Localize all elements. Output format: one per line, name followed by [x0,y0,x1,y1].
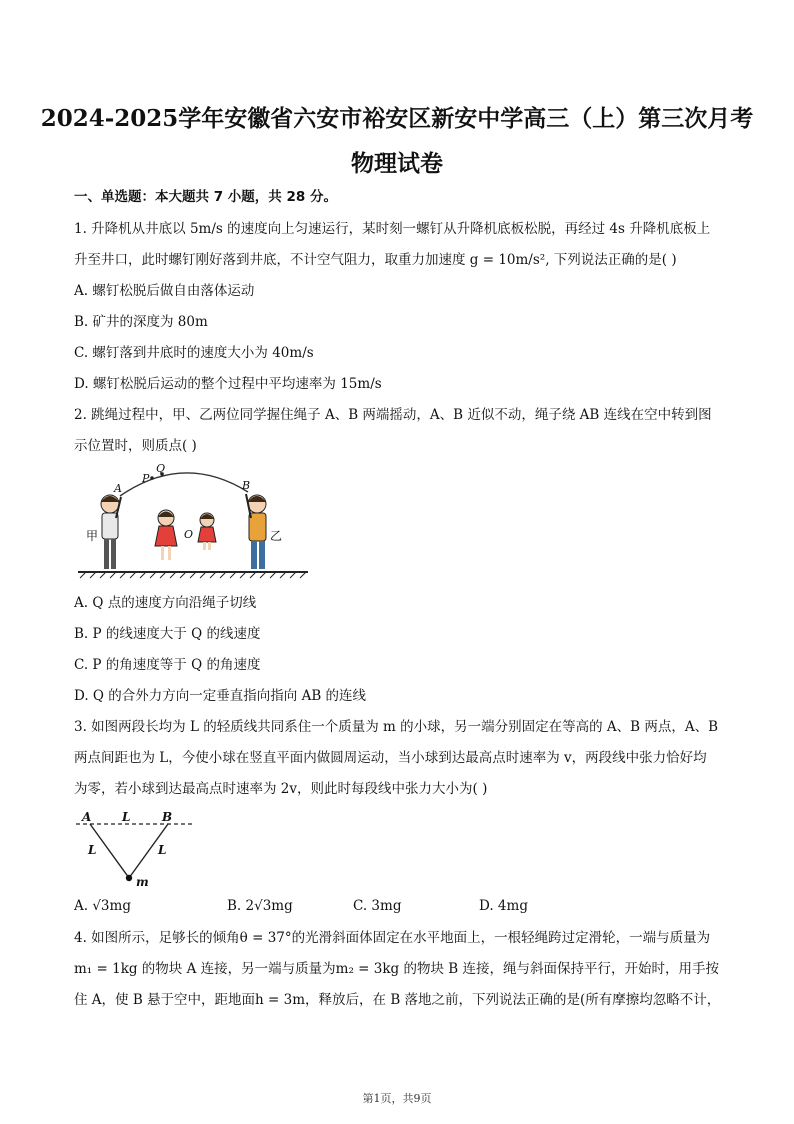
q3-option-b: B. 2√3mg [227,898,293,914]
q2-stem-line1: 2. 跳绳过程中，甲、乙两位同学握住绳子 A、B 两端摇动，A、B 近似不动，绳子绕 AB 连线在空中转到图 [74,407,712,423]
section-heading: 一、单选题：本大题共 7 小题，共 28 分。 [74,189,337,205]
q2-stem-line2: 示位置时，则质点( ) [74,438,197,454]
q1-option-d: D. 螺钉松脱后运动的整个过程中平均速率为 15m/s [74,376,382,392]
jump-rope-figure [74,462,314,584]
fig3-label-l-right: L [158,843,167,857]
fig2-label-b: B [242,479,251,492]
fig3-label-b: B [162,810,173,824]
q3-stem-line1: 3. 如图两段长均为 L 的轻质线共同系住一个质量为 m 的小球，另一端分别固定在等高的 A、B 两点，A、B [74,719,719,735]
q3-option-a: A. √3mg [74,898,131,914]
q2-option-a: A. Q 点的速度方向沿绳子切线 [74,595,257,611]
page-title: 2024-2025学年安徽省六安市裕安区新安中学高三（上）第三次月考 [40,105,754,132]
q3-option-c: C. 3mg [353,898,402,914]
fig2-label-jia: 甲 [86,529,99,543]
q4-stem-line3: 住 A，使 B 悬于空中，距地面h = 3m，释放后，在 B 落地之前，下列说法正确的是(所有摩擦均忽略不计， [74,992,721,1008]
pendulum-figure [74,808,194,888]
q1-stem-line1: 1. 升降机从井底以 5m/s 的速度向上匀速运行，某时刻一螺钉从升降机底板松脱，再经过 4s 升降机底板上 [74,221,711,237]
fig2-label-a: A [114,482,122,495]
q3-stem-line2: 两点间距也为 L，今使小球在竖直平面内做圆周运动，当小球到达最高点时速率为 v，两段线中张力恰好均 [74,750,707,766]
q2-option-d: D. Q 的合外力方向一定垂直指向指向 AB 的连线 [74,688,367,704]
fig2-label-q: Q [156,462,166,475]
fig3-label-l-left: L [88,843,97,857]
q2-option-c: C. P 的角速度等于 Q 的角速度 [74,657,261,673]
q3-option-d: D. 4mg [479,898,528,914]
q1-stem-line2: 升至井口，此时螺钉刚好落到井底，不计空气阻力，取重力加速度 g = 10m/s², 下列说法正确的是( ) [74,252,677,268]
q2-option-b: B. P 的线速度大于 Q 的线速度 [74,626,261,642]
fig2-label-yi: 乙 [270,529,283,543]
fig3-label-m: m [136,875,149,888]
page-subtitle: 物理试卷 [351,150,443,177]
fig2-label-p: P [142,472,150,485]
fig3-label-a: A [82,810,92,824]
q4-stem-line2: m₁ = 1kg 的物块 A 连接，另一端与质量为m₂ = 3kg 的物块 B 连接，绳与斜面保持平行，开始时，用手按 [74,961,719,977]
q3-stem-line3: 为零，若小球到达最高点时速率为 2v，则此时每段线中张力大小为( ) [74,781,488,797]
q1-option-a: A. 螺钉松脱后做自由落体运动 [74,283,255,299]
q1-option-c: C. 螺钉落到井底时的速度大小为 40m/s [74,345,314,361]
page-footer: 第1页，共9页 [362,1092,432,1105]
q4-stem-line1: 4. 如图所示，足够长的倾角θ = 37°的光滑斜面体固定在水平地面上，一根轻绳跨过定滑轮，一端与质量为 [74,930,711,946]
fig2-label-o: O [184,528,194,541]
fig3-label-l-top: L [122,810,131,824]
q1-option-b: B. 矿井的深度为 80m [74,314,208,330]
